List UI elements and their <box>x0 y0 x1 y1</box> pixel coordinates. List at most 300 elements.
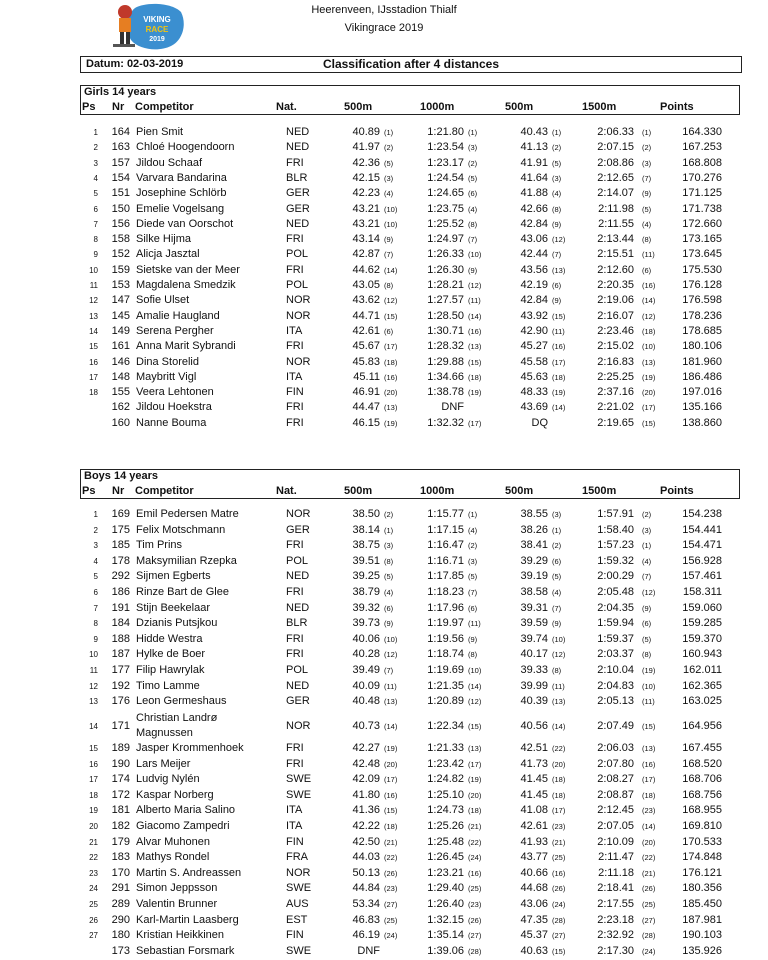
time-1500m-cell: 2:05.48 <box>597 586 634 598</box>
rank-500m-2-cell: (1) <box>552 525 562 535</box>
position-cell: 14 <box>89 721 98 731</box>
position-cell: 18 <box>89 790 98 800</box>
time-500m-2-cell: 42.51 <box>520 742 548 754</box>
rank-1500m-cell: (18) <box>642 790 656 800</box>
time-500m-1-cell: 50.13 <box>352 866 380 879</box>
bib-number-cell: 292 <box>111 570 130 583</box>
time-500m-2-cell: 45.27 <box>520 340 548 353</box>
time-500m-1-cell: 39.32 <box>352 601 380 614</box>
col-ps: Ps <box>82 485 96 497</box>
position-cell: 10 <box>89 650 98 660</box>
position-cell: 14 <box>89 326 98 336</box>
nationality-cell: NED <box>286 601 310 614</box>
time-500m-1-cell: 42.27 <box>352 742 380 754</box>
time-500m-2-cell: 45.37 <box>520 929 548 942</box>
rank-1500m-cell: (7) <box>642 572 652 582</box>
rank-500m-1-cell: (18) <box>384 357 398 367</box>
rank-1000m-cell: (2) <box>468 158 478 168</box>
competitor-name-cell: Maksymilian Rzepka <box>136 554 237 567</box>
result-row <box>80 662 740 678</box>
competitor-name-cell: Timo Lamme <box>136 679 200 692</box>
rank-1500m-cell: (10) <box>642 342 656 352</box>
competitor-name-cell: Sebastian Forsmark <box>136 944 235 957</box>
time-500m-1-cell: 40.09 <box>352 679 380 692</box>
rank-1500m-cell: (20) <box>642 388 656 398</box>
points-cell: 160.943 <box>682 648 722 661</box>
points-cell: 176.128 <box>682 279 722 291</box>
rank-1000m-cell: (1) <box>468 128 478 137</box>
rank-500m-2-cell: (3) <box>552 173 562 183</box>
time-1500m-cell: 2:15.02 <box>597 340 634 353</box>
rank-500m-1-cell: (1) <box>384 525 394 535</box>
nationality-cell: NED <box>286 570 310 583</box>
competitor-name-cell: Dina Storelid <box>136 355 199 368</box>
bib-number-cell: 172 <box>111 788 130 801</box>
nationality-cell: NOR <box>286 309 311 322</box>
time-1500m-cell: 2:19.06 <box>597 294 634 307</box>
competitor-name-cell: Chloé Hoogendoorn <box>136 141 235 154</box>
time-1000m-cell: 1:18.23 <box>427 586 464 598</box>
time-1500m-cell: 2:16.83 <box>597 355 634 368</box>
nationality-cell: FRI <box>286 156 304 169</box>
time-500m-1-cell: 44.03 <box>352 851 380 864</box>
competitor-name-cell: Kristian Heikkinen <box>136 929 225 942</box>
nationality-cell: FIN <box>286 835 304 848</box>
points-cell: 171.125 <box>682 187 722 200</box>
result-row <box>80 740 740 756</box>
result-row <box>80 155 740 171</box>
nationality-cell: SWE <box>286 944 312 957</box>
rank-500m-1-cell: (7) <box>384 666 394 675</box>
time-1500m-cell: 2:25.25 <box>597 370 634 383</box>
competitor-name-cell: Ludvig Nylén <box>136 773 200 786</box>
nationality-cell: SWE <box>286 882 312 895</box>
time-500m-1-cell: 42.87 <box>352 248 380 261</box>
competitor-name-cell: Giacomo Zampedri <box>136 820 230 832</box>
bib-number-cell: 155 <box>111 386 130 399</box>
time-1500m-cell: 1:57.23 <box>597 539 634 552</box>
time-500m-2-cell: 39.31 <box>520 601 548 614</box>
time-1500m-cell: 2:04.35 <box>597 601 634 614</box>
bib-number-cell: 161 <box>111 340 130 353</box>
rank-1000m-cell: (11) <box>468 296 481 306</box>
time-1500m-cell: 1:58.40 <box>597 523 634 536</box>
nationality-cell: POL <box>286 248 309 261</box>
rank-500m-2-cell: (7) <box>552 250 562 260</box>
rank-1000m-cell: (23) <box>468 900 482 909</box>
rank-1000m-cell: (9) <box>468 265 478 275</box>
nationality-cell: NOR <box>286 355 311 368</box>
bib-number-cell: 188 <box>111 632 130 645</box>
rank-1500m-cell: (11) <box>642 250 655 260</box>
rank-500m-2-cell: (20) <box>552 759 566 769</box>
rank-1000m-cell: (22) <box>468 837 482 847</box>
rank-500m-2-cell: (22) <box>552 744 566 753</box>
nationality-cell: FRI <box>286 586 304 598</box>
time-500m-2-cell: 39.99 <box>520 679 548 692</box>
rank-1500m-cell: (25) <box>642 900 656 909</box>
event-title: Vikingrace 2019 <box>344 22 424 34</box>
time-500m-2-cell: 42.90 <box>520 324 548 337</box>
time-1000m-cell: 1:21.33 <box>427 742 464 754</box>
points-cell: 190.103 <box>682 929 722 942</box>
col-nat: Nat. <box>276 101 297 113</box>
position-cell: 18 <box>89 388 98 398</box>
points-cell: 197.016 <box>682 386 722 399</box>
time-1000m-cell: 1:24.54 <box>427 171 464 184</box>
rank-1500m-cell: (14) <box>642 822 656 831</box>
bib-number-cell: 191 <box>111 601 130 614</box>
time-1500m-cell: 2:07.49 <box>597 719 634 732</box>
result-row <box>80 216 740 232</box>
rank-1000m-cell: (15) <box>468 721 482 731</box>
competitor-name-cell: Filip Hawrylak <box>136 664 205 676</box>
points-cell: 162.365 <box>682 679 722 692</box>
rank-500m-2-cell: (1) <box>552 128 562 137</box>
points-cell: 171.738 <box>682 202 722 215</box>
rank-500m-1-cell: (10) <box>384 204 398 214</box>
time-1000m-cell: 1:24.65 <box>427 187 464 200</box>
time-1000m-cell: 1:27.57 <box>427 294 464 307</box>
rank-1000m-cell: (26) <box>468 915 482 925</box>
time-1000m-cell: 1:24.97 <box>427 233 464 246</box>
bib-number-cell: 164 <box>111 126 130 138</box>
nationality-cell: SWE <box>286 788 312 801</box>
position-cell: 21 <box>89 837 98 847</box>
time-1000m-cell: 1:18.74 <box>427 648 464 661</box>
rank-500m-1-cell: (7) <box>384 250 394 260</box>
competitor-name-cell: Sijmen Egberts <box>136 570 211 583</box>
col-nr: Nr <box>112 101 125 113</box>
rank-1500m-cell: (9) <box>642 603 652 613</box>
position-cell: 15 <box>89 744 98 753</box>
competitor-name-cell: Jasper Krommenhoek <box>136 742 244 754</box>
rank-1500m-cell: (7) <box>642 173 652 183</box>
rank-1000m-cell: (14) <box>468 681 482 691</box>
rank-500m-1-cell: (4) <box>384 189 394 199</box>
time-1000m-cell: 1:17.15 <box>427 523 464 536</box>
nationality-cell: FIN <box>286 386 304 399</box>
points-cell: 175.530 <box>682 263 722 276</box>
rank-500m-1-cell: (19) <box>384 744 398 753</box>
girls-section-title: Girls 14 years <box>84 86 157 98</box>
points-cell: 167.253 <box>682 141 722 154</box>
venue-title: Heerenveen, IJsstadion Thialf <box>311 4 457 16</box>
points-cell: 164.956 <box>682 719 722 732</box>
position-cell: 4 <box>93 173 98 183</box>
time-1000m-cell: 1:29.40 <box>427 882 464 895</box>
col-nr: Nr <box>112 485 125 497</box>
rank-1000m-cell: (5) <box>468 572 478 582</box>
competitor-name-cell: Josephine Schlörb <box>136 187 227 200</box>
position-cell: 12 <box>89 296 98 306</box>
time-500m-1-cell: 42.50 <box>352 835 380 848</box>
competitor-name-cell: Felix Motschmann <box>136 523 226 536</box>
time-1000m-cell: 1:28.32 <box>427 340 464 353</box>
points-cell: 176.598 <box>682 294 722 307</box>
rank-1500m-cell: (24) <box>642 946 656 956</box>
bib-number-cell: 192 <box>111 679 130 692</box>
rank-1000m-cell: (8) <box>468 219 478 229</box>
page-header <box>0 0 768 56</box>
rank-500m-1-cell: (3) <box>384 173 394 183</box>
time-1000m-cell: 1:26.30 <box>427 263 464 276</box>
time-500m-1-cell: 40.48 <box>352 695 380 708</box>
result-row <box>80 943 740 959</box>
rank-500m-1-cell: (1) <box>384 128 394 137</box>
result-row <box>80 584 740 600</box>
time-1500m-cell: 2:15.51 <box>597 248 634 261</box>
time-1000m-cell: 1:23.54 <box>427 141 464 154</box>
nationality-cell: SWE <box>286 773 312 786</box>
nationality-cell: POL <box>286 554 309 567</box>
rank-500m-2-cell: (2) <box>552 143 562 153</box>
result-row <box>80 323 740 339</box>
bib-number-cell: 182 <box>111 820 130 832</box>
result-row <box>80 522 740 538</box>
time-500m-1-cell: 43.05 <box>352 279 380 291</box>
time-1000m-cell: 1:35.14 <box>427 929 464 942</box>
competitor-name-cell: Alicja Jasztal <box>136 248 200 261</box>
nationality-cell: FRI <box>286 416 304 429</box>
position-cell: 6 <box>93 204 98 214</box>
rank-500m-1-cell: (12) <box>384 650 398 660</box>
rank-500m-2-cell: (3) <box>552 510 562 519</box>
result-row <box>80 787 740 803</box>
time-1500m-cell: 2:18.41 <box>597 882 634 895</box>
position-cell: 8 <box>93 619 98 629</box>
time-1500m-cell: 2:14.07 <box>597 187 634 200</box>
rank-1000m-cell: (10) <box>468 250 482 260</box>
rank-500m-1-cell: (6) <box>384 603 394 613</box>
time-1500m-cell: 2:12.60 <box>597 263 634 276</box>
nationality-cell: POL <box>286 279 309 291</box>
result-row <box>80 553 740 569</box>
time-1000m-cell: 1:28.21 <box>427 279 464 291</box>
rank-500m-1-cell: (20) <box>384 388 398 398</box>
competitor-name-cell: Valentin Brunner <box>136 898 218 910</box>
points-cell: 162.011 <box>683 664 722 676</box>
time-500m-1-cell: 45.11 <box>353 370 380 383</box>
points-cell: 174.848 <box>682 851 722 864</box>
competitor-name-cell: Serena Pergher <box>136 324 214 337</box>
col-500m-2: 500m <box>505 485 534 497</box>
time-1000m-cell: 1:20.89 <box>427 695 464 708</box>
nationality-cell: FRI <box>286 263 304 276</box>
bib-number-cell: 173 <box>111 944 130 957</box>
bib-number-cell: 149 <box>111 324 130 337</box>
bib-number-cell: 174 <box>111 773 130 786</box>
rank-500m-2-cell: (9) <box>552 219 562 229</box>
rank-500m-1-cell: (10) <box>384 634 398 644</box>
rank-1500m-cell: (8) <box>642 650 652 660</box>
col-competitor: Competitor <box>135 485 194 497</box>
rank-1000m-cell: (2) <box>468 541 478 551</box>
rank-500m-1-cell: (14) <box>384 721 398 731</box>
time-500m-2-cell: 41.45 <box>520 773 548 786</box>
rank-1500m-cell: (16) <box>642 281 656 290</box>
bib-number-cell: 189 <box>111 742 130 754</box>
time-1000m-cell: 1:39.06 <box>427 944 464 957</box>
points-cell: 168.756 <box>682 788 722 801</box>
time-1000m-cell: 1:30.71 <box>427 324 464 337</box>
rank-1500m-cell: (15) <box>642 418 656 428</box>
time-500m-2-cell: 38.41 <box>520 539 548 552</box>
rank-1000m-cell: (16) <box>468 326 482 336</box>
time-1500m-cell: 1:59.37 <box>597 632 634 645</box>
rank-500m-1-cell: (4) <box>384 588 394 597</box>
nationality-cell: FRI <box>286 340 304 353</box>
position-cell: 3 <box>93 541 98 551</box>
position-cell: 11 <box>89 281 98 290</box>
points-cell: 163.025 <box>682 695 722 708</box>
col-ps: Ps <box>82 101 96 113</box>
bib-number-cell: 151 <box>111 187 130 200</box>
rank-500m-1-cell: (17) <box>384 342 398 352</box>
rank-1500m-cell: (19) <box>642 372 656 382</box>
competitor-name-cell: Rinze Bart de Glee <box>136 586 229 598</box>
bib-number-cell: 171 <box>111 719 130 732</box>
time-1000m-cell: 1:21.35 <box>427 679 464 692</box>
rank-500m-2-cell: (9) <box>552 619 562 629</box>
rank-500m-1-cell: (26) <box>384 868 398 878</box>
position-cell: 23 <box>89 868 98 878</box>
result-row <box>80 354 740 370</box>
time-500m-2-cell: 39.29 <box>520 554 548 567</box>
competitor-name-cell: Amalie Haugland <box>136 309 220 322</box>
rank-500m-1-cell: (27) <box>384 900 398 909</box>
nationality-cell: NED <box>286 679 310 692</box>
time-500m-2-cell: 41.88 <box>520 187 548 200</box>
time-1500m-cell: 2:12.45 <box>597 804 634 817</box>
competitor-name-cell: Mathys Rondel <box>136 851 210 864</box>
result-row <box>80 170 740 186</box>
time-500m-2-cell: 40.56 <box>520 719 548 732</box>
result-row <box>80 646 740 662</box>
time-500m-2-cell: 41.13 <box>520 141 548 154</box>
points-cell: 176.121 <box>682 866 722 879</box>
bib-number-cell: 150 <box>111 202 130 215</box>
nationality-cell: NOR <box>286 294 311 307</box>
rank-500m-2-cell: (2) <box>552 541 562 551</box>
rank-1500m-cell: (15) <box>642 721 656 731</box>
competitor-name-cell: Sietske van der Meer <box>136 263 240 276</box>
time-500m-1-cell: 40.06 <box>352 632 380 645</box>
rank-1000m-cell: (15) <box>468 357 482 367</box>
position-cell: 2 <box>93 525 98 535</box>
rank-500m-2-cell: (25) <box>552 853 566 863</box>
time-500m-1-cell: DNF <box>357 944 380 957</box>
time-1500m-cell: 2:11.18 <box>598 866 634 879</box>
rank-500m-2-cell: (17) <box>552 806 566 816</box>
time-500m-2-cell: 42.44 <box>520 248 548 261</box>
bib-number-cell: 170 <box>111 866 130 879</box>
position-cell: 19 <box>89 806 98 816</box>
time-500m-2-cell: 41.64 <box>520 171 548 184</box>
nationality-cell: FRI <box>286 539 304 552</box>
rank-1000m-cell: (10) <box>468 666 482 675</box>
time-500m-1-cell: 43.14 <box>352 233 380 246</box>
rank-1000m-cell: (17) <box>468 759 482 769</box>
time-1000m-cell: 1:17.85 <box>427 570 464 583</box>
rank-500m-2-cell: (15) <box>552 946 566 956</box>
bib-number-cell: 158 <box>111 233 130 246</box>
points-cell: 168.520 <box>682 757 722 770</box>
time-1500m-cell: 2:19.65 <box>597 416 634 429</box>
time-1500m-cell: 2:04.83 <box>597 679 634 692</box>
rank-1500m-cell: (5) <box>642 634 652 644</box>
result-row <box>80 865 740 881</box>
rank-500m-1-cell: (9) <box>384 235 394 245</box>
rank-500m-1-cell: (18) <box>384 822 398 831</box>
rank-500m-2-cell: (18) <box>552 790 566 800</box>
rank-1000m-cell: (19) <box>468 388 482 398</box>
result-row <box>80 834 740 850</box>
nationality-cell: FRI <box>286 632 304 645</box>
time-1000m-cell: 1:19.69 <box>427 664 464 676</box>
date-bar <box>80 56 742 73</box>
rank-1000m-cell: (12) <box>468 281 482 290</box>
bib-number-cell: 156 <box>111 217 130 230</box>
time-1500m-cell: 2:05.13 <box>597 695 634 708</box>
result-row <box>80 277 740 293</box>
time-500m-2-cell: 43.56 <box>520 263 548 276</box>
rank-500m-2-cell: (15) <box>552 311 566 321</box>
col-competitor: Competitor <box>135 101 194 113</box>
points-cell: 178.236 <box>682 309 722 322</box>
position-cell: 7 <box>93 219 98 229</box>
rank-500m-1-cell: (5) <box>384 158 394 168</box>
time-1000m-cell: 1:29.88 <box>427 355 464 368</box>
time-500m-2-cell: 42.19 <box>520 279 548 291</box>
competitor-name-cell: Martin S. Andreassen <box>136 866 242 879</box>
rank-1500m-cell: (3) <box>642 158 652 168</box>
rank-1000m-cell: (9) <box>468 634 478 644</box>
rank-1500m-cell: (28) <box>642 931 656 941</box>
bib-number-cell: 157 <box>111 156 130 169</box>
rank-1500m-cell: (19) <box>642 666 656 675</box>
position-cell: 9 <box>93 250 98 260</box>
time-500m-1-cell: 44.62 <box>352 263 380 276</box>
rank-500m-1-cell: (2) <box>384 143 394 153</box>
time-500m-1-cell: 43.62 <box>352 294 380 307</box>
rank-500m-1-cell: (15) <box>384 806 398 816</box>
rank-500m-2-cell: (12) <box>552 650 566 660</box>
competitor-name-cell: Veera Lehtonen <box>136 386 214 399</box>
time-500m-1-cell: 53.34 <box>352 898 380 910</box>
col-nat: Nat. <box>276 485 297 497</box>
rank-500m-1-cell: (13) <box>384 697 398 707</box>
nationality-cell: FRI <box>286 742 304 754</box>
points-cell: 170.533 <box>682 835 722 848</box>
rank-500m-2-cell: (21) <box>552 837 566 847</box>
points-cell: 168.808 <box>682 156 722 169</box>
time-500m-1-cell: 42.09 <box>352 773 380 786</box>
rank-500m-1-cell: (3) <box>384 541 394 551</box>
bib-number-cell: 183 <box>111 851 130 864</box>
bib-number-cell: 153 <box>111 279 130 291</box>
points-cell: 173.165 <box>682 233 722 246</box>
position-cell: 17 <box>89 372 98 382</box>
nationality-cell: NED <box>286 141 310 154</box>
position-cell: 12 <box>89 681 98 691</box>
points-cell: 186.486 <box>682 370 722 383</box>
rank-1000m-cell: (12) <box>468 697 482 707</box>
result-row <box>80 568 740 584</box>
position-cell: 9 <box>93 634 98 644</box>
rank-1000m-cell: (14) <box>468 311 482 321</box>
time-500m-2-cell: 44.68 <box>520 882 548 895</box>
